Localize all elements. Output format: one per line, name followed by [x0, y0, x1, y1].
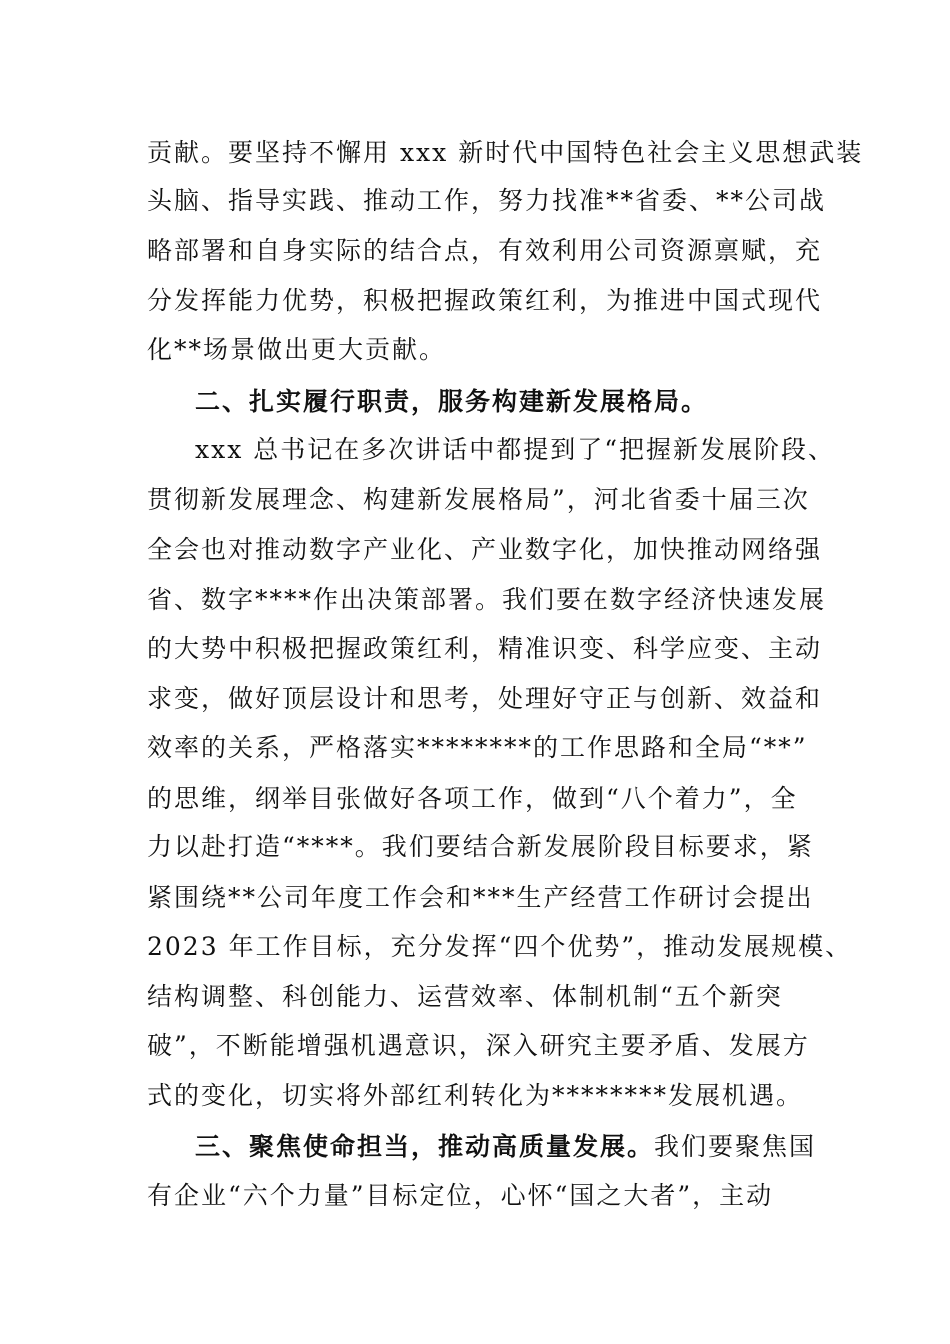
section-heading: 二、扎实履行职责，服务构建新发展格局。	[195, 387, 709, 416]
section-heading: 三、聚焦使命担当，推动高质量发展。	[195, 1132, 655, 1161]
paragraph-line: 贯彻新发展理念、构建新发展格局”，河北省委十届三次	[147, 485, 810, 514]
paragraph-line: 化**场景做出更大贡献。	[147, 335, 447, 364]
paragraph-line: 的大势中积极把握政策红利，精准识变、科学应变、主动	[147, 634, 823, 663]
paragraph-line: 省、数字****作出决策部署。我们要在数字经济快速发展	[147, 585, 827, 614]
paragraph-line: 分发挥能力优势，积极把握政策红利，为推进中国式现代	[147, 286, 823, 315]
section-3-line	[195, 1127, 816, 1167]
paragraph-line: 略部署和自身实际的结合点，有效利用公司资源禀赋，充	[147, 236, 823, 265]
paragraph-line: 有企业“六个力量”目标定位，心怀“国之大者”，主动	[147, 1181, 774, 1210]
paragraph-line: 2023 年工作目标，充分发挥“四个优势”，推动发展规模、	[147, 932, 853, 961]
paragraph-line: 求变，做好顶层设计和思考，处理好守正与创新、效益和	[147, 684, 823, 713]
paragraph-line: 式的变化，切实将外部红利转化为********发展机遇。	[147, 1081, 804, 1110]
paragraph-line: 头脑、指导实践、推动工作，努力找准**省委、**公司战	[147, 186, 827, 215]
paragraph-line: 效率的关系，严格落实********的工作思路和全局“**”	[147, 733, 808, 762]
paragraph-line: 的思维，纲举目张做好各项工作，做到“八个着力”，全	[147, 784, 798, 813]
paragraph-line: 紧围绕**公司年度工作会和***生产经营工作研讨会提出	[147, 883, 814, 912]
paragraph-line: 全会也对推动数字产业化、产业数字化，加快推动网络强	[147, 535, 823, 564]
paragraph-line: 破”，不断能增强机遇意识，深入研究主要矛盾、发展方	[147, 1031, 810, 1060]
paragraph-line: 力以赴打造“****。我们要结合新发展阶段目标要求，紧	[147, 832, 814, 861]
paragraph-line: 结构调整、科创能力、运营效率、体制机制“五个新突	[147, 982, 783, 1011]
paragraph-line: xxx 总书记在多次讲话中都提到了“把握新发展阶段、	[195, 435, 836, 464]
paragraph-line: 贡献。要坚持不懈用 xxx 新时代中国特色社会主义思想武装	[147, 138, 864, 167]
section-3-text: 我们要聚焦国	[654, 1132, 817, 1161]
